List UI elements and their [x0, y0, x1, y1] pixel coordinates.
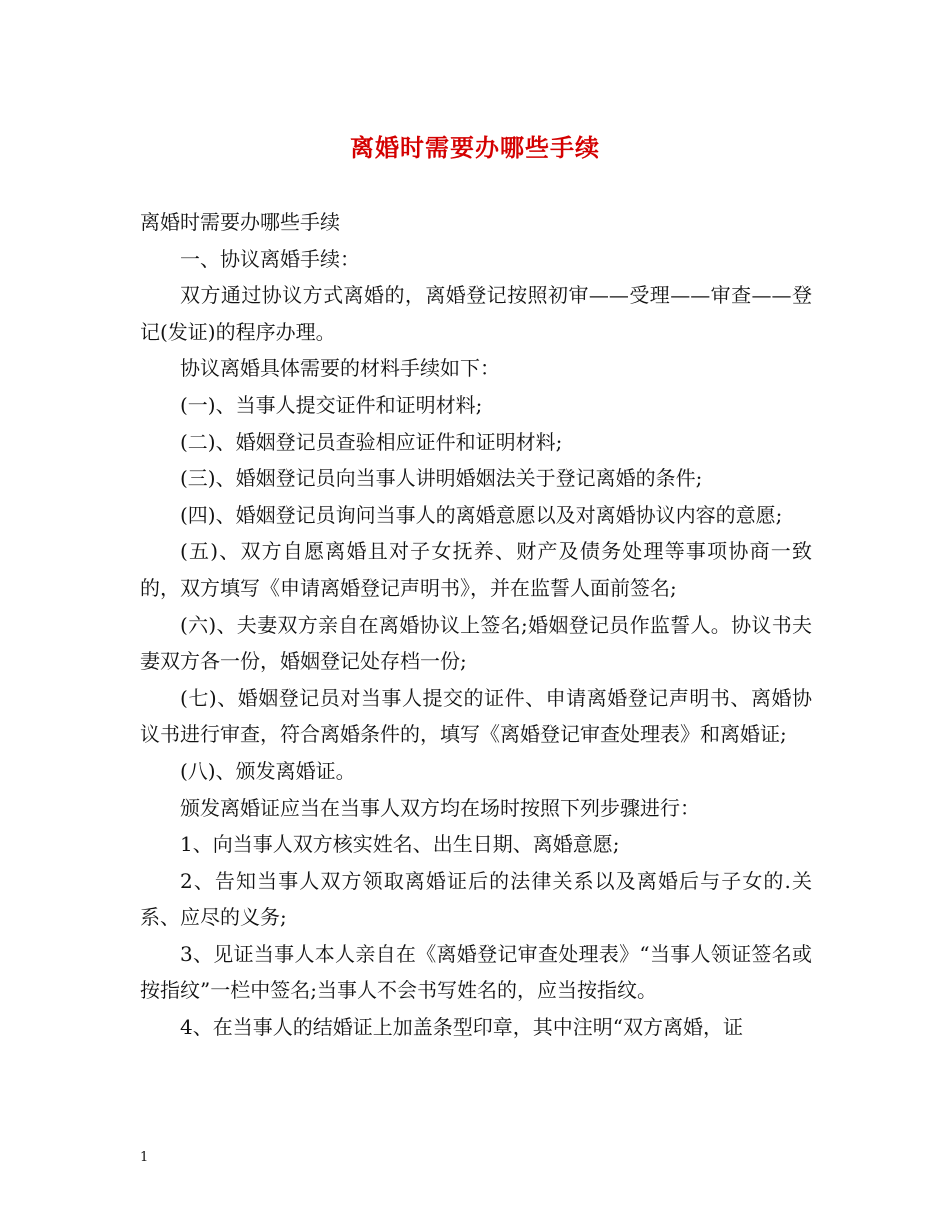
- paragraph: (七)、婚姻登记员对当事人提交的证件、申请离婚登记声明书、离婚协议书进行审查，符合离婚条件的，填写《离婚登记审查处理表》和离婚证;: [140, 685, 812, 747]
- paragraph: (五)、双方自愿离婚且对子女抚养、财产及债务处理等事项协商一致的，双方填写《申请离婚登记声明书》，并在监誓人面前签名;: [140, 539, 812, 600]
- paragraph: 一、协议离婚手续：: [180, 246, 360, 271]
- paragraph: (六)、夫妻双方亲自在离婚协议上签名;婚姻登记员作监誓人。协议书夫妻双方各一份，婚姻登记处存档一份;: [140, 612, 812, 674]
- paragraph: 3、见证当事人本人亲自在《离婚登记审查处理表》“当事人领证签名或按指纹”一栏中签名;当事人不会书写姓名的，应当按指纹。: [140, 941, 812, 1003]
- paragraph: 2、告知当事人双方领取离婚证后的法律关系以及离婚后与子女的.关系、应尽的义务;: [140, 868, 812, 930]
- document-title: 离婚时需要办哪些手续: [350, 134, 600, 162]
- paragraph: 离婚时需要办哪些手续: [140, 210, 340, 234]
- paragraph: 1、向当事人双方核实姓名、出生日期、离婚意愿;: [180, 832, 620, 857]
- paragraph: (八)、颁发离婚证。: [180, 758, 356, 783]
- paragraph: (二)、婚姻登记员查验相应证件和证明材料;: [180, 429, 563, 454]
- page-number: 1: [140, 1150, 149, 1165]
- paragraph: (一)、当事人提交证件和证明材料;: [180, 392, 483, 417]
- paragraph: 颁发离婚证应当在当事人双方均在场时按照下列步骤进行：: [180, 795, 700, 820]
- paragraph: 4、在当事人的结婚证上加盖条型印章，其中注明“双方离婚，证: [180, 1015, 743, 1040]
- paragraph: 协议离婚具体需要的材料手续如下：: [180, 356, 500, 381]
- paragraph: 双方通过协议方式离婚的，离婚登记按照初审——受理——审查——登记(发证)的程序办理。: [140, 283, 812, 344]
- document-body: [140, 204, 812, 1046]
- paragraph: (三)、婚姻登记员向当事人讲明婚姻法关于登记离婚的条件;: [180, 466, 703, 491]
- paragraph: (四)、婚姻登记员询问当事人的离婚意愿以及对离婚协议内容的意愿;: [180, 502, 783, 527]
